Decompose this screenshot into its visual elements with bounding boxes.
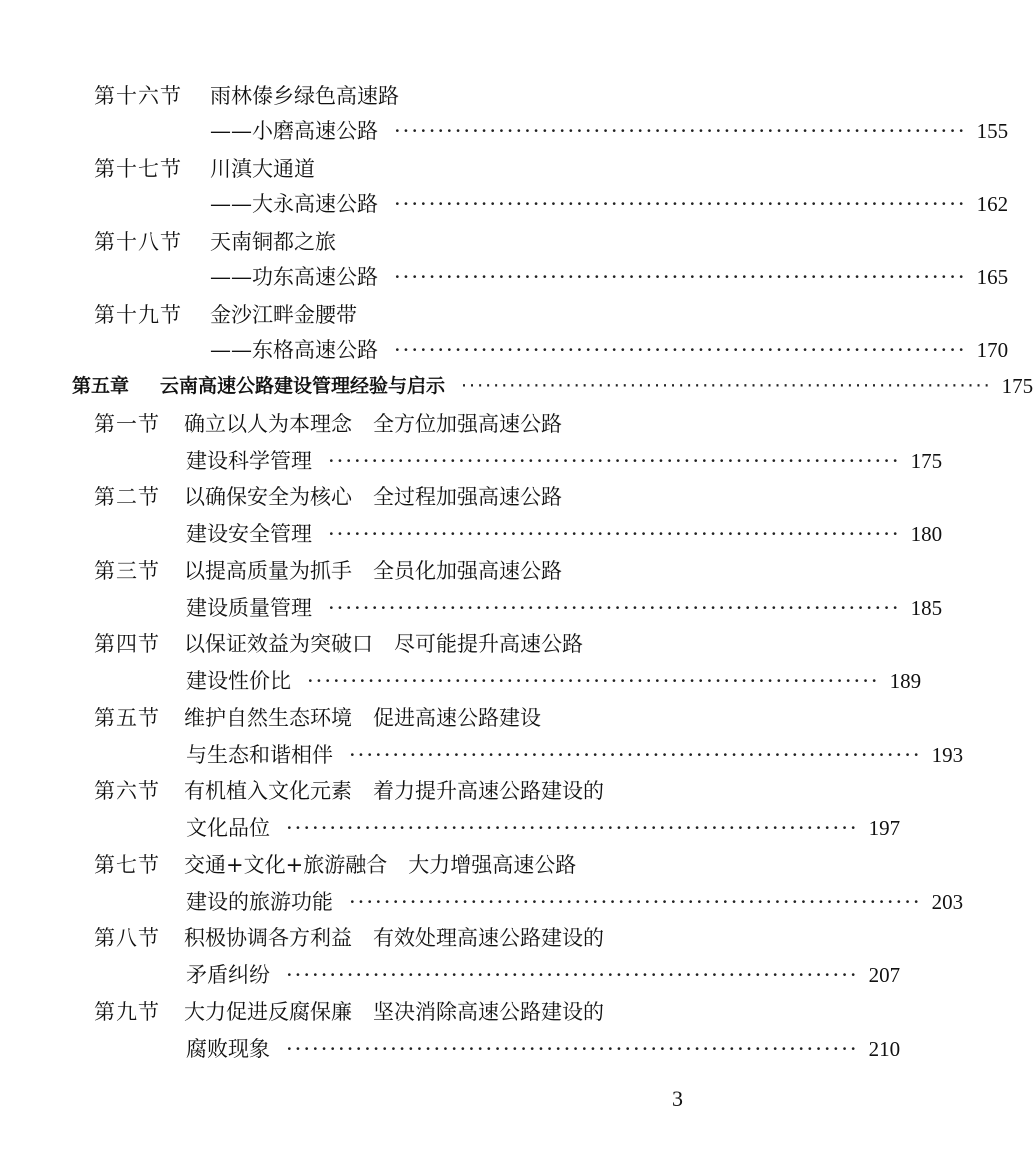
page-ref: 175 <box>910 449 943 473</box>
toc-entry-line[interactable] <box>210 259 1009 295</box>
leader-dots: ·································································· <box>394 265 967 289</box>
toc-entry-line[interactable] <box>210 186 1009 222</box>
section-label: 第三节 <box>94 559 160 583</box>
section-subtitle: 与生态和谐相伴 <box>186 743 333 767</box>
chapter-entry[interactable] <box>72 368 1033 404</box>
toc-entry-line[interactable] <box>186 1031 901 1067</box>
page-ref: 189 <box>889 669 922 693</box>
section-subtitle: 建设安全管理 <box>186 522 312 546</box>
section-label: 第五节 <box>94 706 160 730</box>
toc-entry-title <box>94 920 604 956</box>
toc-entry-title <box>94 224 336 260</box>
leader-dots: ·································································· <box>328 522 901 546</box>
toc-entry-title <box>94 553 562 589</box>
section-title: 积极协调各方利益 有效处理高速公路建设的 <box>184 926 604 950</box>
section-label: 第十九节 <box>94 303 182 327</box>
toc-entry-line[interactable] <box>186 957 901 993</box>
section-title: 交通+文化+旅游融合 大力增强高速公路 <box>184 853 577 877</box>
leader-dots: ·································································· <box>394 338 967 362</box>
toc-entry-title <box>94 151 315 187</box>
toc-entry-title <box>94 994 604 1030</box>
page-ref: 193 <box>931 743 964 767</box>
page-ref: 203 <box>931 890 964 914</box>
section-subtitle: ——功东高速公路 <box>210 265 378 289</box>
toc-entry-line[interactable] <box>186 443 943 479</box>
section-label: 第十七节 <box>94 157 182 181</box>
page-ref: 155 <box>976 119 1009 143</box>
section-title: 以保证效益为突破口 尽可能提升高速公路 <box>184 632 583 656</box>
page-ref: 165 <box>976 265 1009 289</box>
section-subtitle: 建设科学管理 <box>186 449 312 473</box>
toc-entry-line[interactable] <box>210 113 1009 149</box>
page-ref: 207 <box>868 963 901 987</box>
page-ref: 180 <box>910 522 943 546</box>
toc-entry-title <box>94 773 604 809</box>
section-label: 第十六节 <box>94 84 182 108</box>
leader-dots: ·································································· <box>286 816 859 840</box>
toc-entry-title <box>94 626 583 662</box>
section-subtitle: 建设质量管理 <box>186 596 312 620</box>
leader-dots: ·································································· <box>307 669 880 693</box>
section-title: 雨林傣乡绿色高速路 <box>210 84 399 108</box>
section-subtitle: 建设性价比 <box>186 669 291 693</box>
chapter-heading <box>72 368 445 404</box>
leader-dots: ·································································· <box>328 596 901 620</box>
toc-entry-line[interactable] <box>186 884 964 920</box>
page-ref: 162 <box>976 192 1009 216</box>
section-subtitle: ——东格高速公路 <box>210 338 378 362</box>
section-label: 第七节 <box>94 853 160 877</box>
section-title: 大力促进反腐保廉 坚决消除高速公路建设的 <box>184 1000 604 1024</box>
toc-entry-line[interactable] <box>186 590 943 626</box>
section-title: 天南铜都之旅 <box>210 230 336 254</box>
leader-dots: ·································································· <box>286 963 859 987</box>
toc-entry-line[interactable] <box>186 810 901 846</box>
leader-dots: ·································································· <box>349 743 922 767</box>
section-subtitle: ——大永高速公路 <box>210 192 378 216</box>
section-subtitle: 腐败现象 <box>186 1037 270 1061</box>
toc-entry-title <box>94 297 357 333</box>
section-title: 以提高质量为抓手 全员化加强高速公路 <box>184 559 562 583</box>
page-ref: 185 <box>910 596 943 620</box>
toc-entry-line[interactable] <box>186 663 922 699</box>
leader-dots: ·································································· <box>394 192 967 216</box>
section-title: 川滇大通道 <box>210 157 315 181</box>
leader-dots: ·································································· <box>394 119 967 143</box>
section-label: 第一节 <box>94 412 160 436</box>
toc-entry-title <box>94 406 562 442</box>
section-title: 金沙江畔金腰带 <box>210 303 357 327</box>
section-label: 第二节 <box>94 485 160 509</box>
page-ref: 175 <box>1001 374 1033 398</box>
leader-dots: ·································································· <box>349 890 922 914</box>
toc-entry-title <box>94 700 541 736</box>
section-title: 以确保安全为核心 全过程加强高速公路 <box>184 485 562 509</box>
chapter-label: 第五章 <box>72 375 130 397</box>
section-label: 第九节 <box>94 1000 160 1024</box>
section-label: 第八节 <box>94 926 160 950</box>
page-number: 3 <box>672 1086 683 1111</box>
section-subtitle: 文化品位 <box>186 816 270 840</box>
toc-entry-title <box>94 78 399 114</box>
section-subtitle: 矛盾纠纷 <box>186 963 270 987</box>
toc-entry-line[interactable] <box>210 332 1009 368</box>
toc-entry-line[interactable] <box>186 516 943 552</box>
section-label: 第四节 <box>94 632 160 656</box>
toc-entry-title <box>94 479 562 515</box>
page-ref: 197 <box>868 816 901 840</box>
leader-dots: ·································································· <box>328 449 901 473</box>
page-ref: 210 <box>868 1037 901 1061</box>
leader-dots: ·································································· <box>461 375 992 397</box>
toc-entry-line[interactable] <box>186 737 964 773</box>
section-label: 第十八节 <box>94 230 182 254</box>
toc-entry-title <box>94 847 576 883</box>
leader-dots: ·································································· <box>286 1037 859 1061</box>
section-label: 第六节 <box>94 779 160 803</box>
section-subtitle: 建设的旅游功能 <box>186 890 333 914</box>
section-title: 维护自然生态环境 促进高速公路建设 <box>184 706 541 730</box>
section-title: 有机植入文化元素 着力提升高速公路建设的 <box>184 779 604 803</box>
section-subtitle: ——小磨高速公路 <box>210 119 378 143</box>
section-title: 确立以人为本理念 全方位加强高速公路 <box>184 412 562 436</box>
chapter-title: 云南高速公路建设管理经验与启示 <box>160 375 446 397</box>
page-ref: 170 <box>976 338 1009 362</box>
